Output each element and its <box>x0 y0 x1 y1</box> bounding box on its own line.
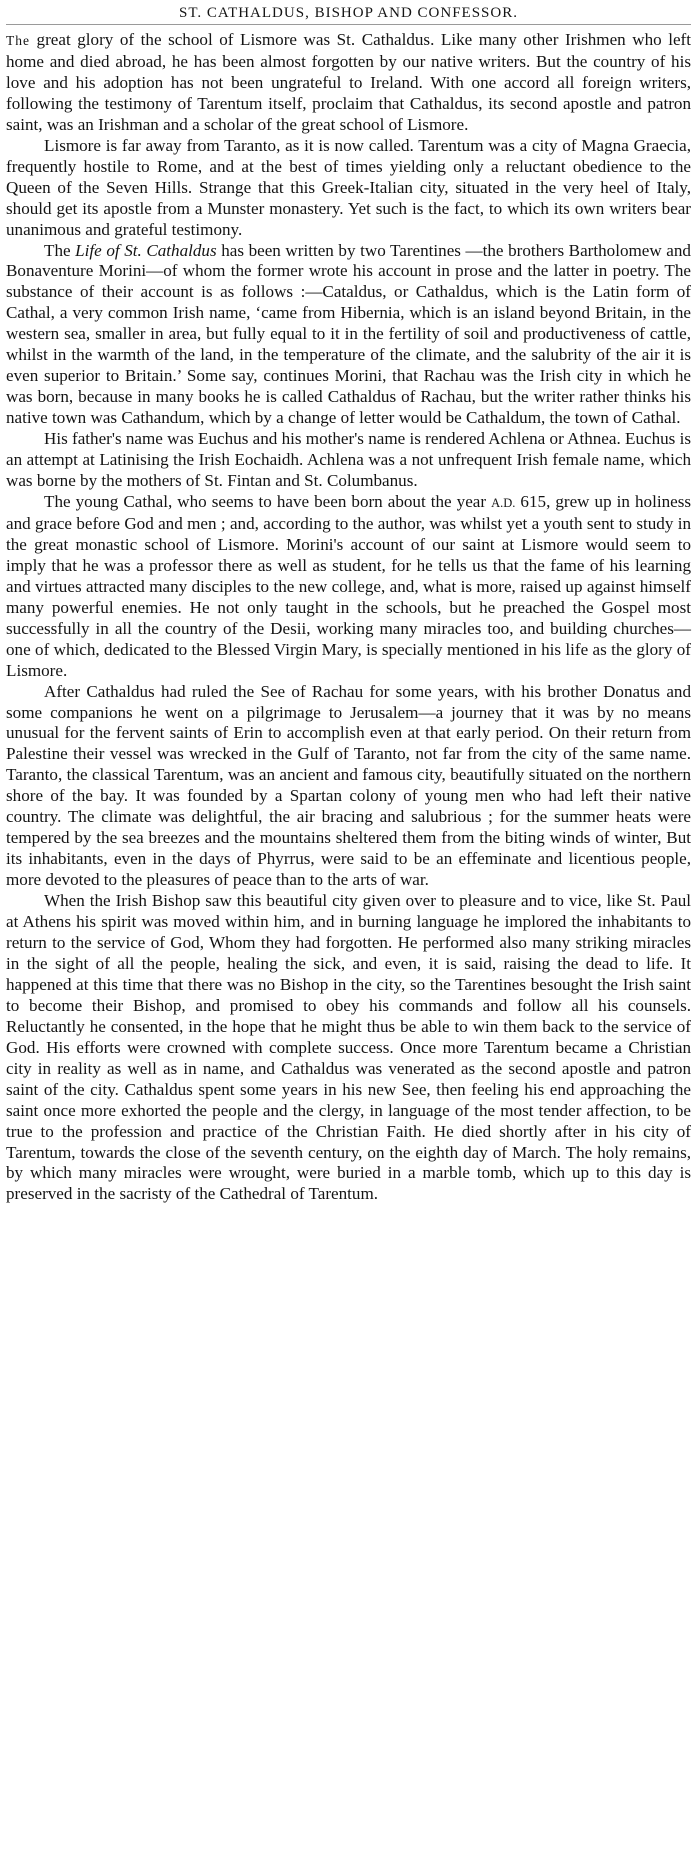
paragraph-5-pre: The young Cathal, who seems to have been born about the year <box>44 491 492 511</box>
paragraph-3-pre: The <box>44 240 76 260</box>
paragraph-7: When the Irish Bishop saw this beautiful city given over to pleasure and to vice, like St. Paul at Athens his spirit was moved within him, and in burning language he implored the inhabitants to return to the service of God, Whom they had forgotten. He performed also many striking miracles in the sight of all the people, healing the sick, and even, it is said, raising the dead to life. It happened at this time that there was no Bishop in the city, so the Tarentines besought the Irish saint to become their Bishop, and promised to obey his commands and follow all his counsels. Reluctantly he consented, in the hope that he might thus be able to win them back to the service of God. His efforts were crowned with complete success. Once more Tarentum became a Christian city in reality as well as in name, and Cathaldus was venerated as the second apostle and patron saint of the city. Cathaldus spent some years in his new See, then feeling his end approaching the saint once more exhorted the people and the clergy, in language of the most tender affection, to be true to the profession and practice of the Christian Faith. He died shortly after in his city of Tarentum, towards the close of the seventh century, on the eighth day of March. The holy remains, by which many miracles were wrought, were buried in a marble tomb, which up to this day is preserved in the sacristy of the Cathedral of Tarentum. <box>6 891 691 1204</box>
paragraph-1-lead-word: The <box>6 33 30 48</box>
page-heading: ST. CATHALDUS, BISHOP AND CONFESSOR. <box>6 2 691 25</box>
article-body <box>6 30 691 1205</box>
paragraph-3-post: has been written by two Tarentines —the brothers Bartholomew and Bonaventure Morini—of whom the former wrote his account in prose and the latter in poetry. The substance of their account is as follows :—Cataldus, or Cathaldus, which is the Latin form of Cathal, a very common Irish name, ‘came from Hibernia, which is an island beyond Britain, in the western sea, smaller in area, but fully equal to it in the fertility of soil and productiveness of cattle, whilst in the warmth of the land, in the temperature of the climate, and the salubrity of the air it is even superior to Britain.’ Some say, continues Morini, that Rachau was the Irish city in which he was born, because in many books he is called Cathaldus of Rachau, but the writer rather thinks his native town was Cathandum, which by a change of letter would be Cathaldum, the town of Cathal. <box>6 240 691 428</box>
paragraph-3 <box>6 241 691 430</box>
paragraph-4: His father's name was Euchus and his mother's name is rendered Achlena or Athnea. Euchus is an attempt at Latinising the Irish Eochaidh. Achlena was a not unfrequent Irish female name, which was borne by the mothers of St. Fintan and St. Columbanus. <box>6 429 691 491</box>
era-label: A.D. <box>491 495 516 510</box>
paragraph-5-post: 615, grew up in holiness and grace before God and men ; and, according to the author, was whilst yet a youth sent to study in the great monastic school of Lismore. Morini's account of our saint at Lismore would seem to imply that he was a professor there as well as student, for he tells us that the fame of his learning and virtues attracted many disciples to the new college, and, what is more, raised up against himself many powerful enemies. He not only taught in the schools, but he preached the Gospel most successfully in all the country of the Desii, working many miracles too, and building churches—one of which, dedicated to the Blessed Virgin Mary, is specially mentioned in his life as the glory of Lismore. <box>6 491 692 680</box>
paragraph-2: Lismore is far away from Taranto, as it is now called. Tarentum was a city of Magna Graecia, frequently hostile to Rome, and at the best of times yielding only a reluctant obedience to the Queen of the Seven Hills. Strange that this Greek-Italian city, situated in the very heel of Italy, should get its apostle from a Munster monastery. Yet such is the fact, to which its own writers bear unanimous and grateful testimony. <box>6 135 691 239</box>
book-title: Life of St. Cathaldus <box>75 240 217 260</box>
paragraph-1 <box>6 30 691 136</box>
paragraph-5 <box>6 492 691 682</box>
paragraph-6: After Cathaldus had ruled the See of Rachau for some years, with his brother Donatus and some companions he went on a pilgrimage to Jerusalem—a journey that it was by no means unusual for the fervent saints of Erin to accomplish even at that early period. On their return from Palestine their vessel was wrecked in the Gulf of Taranto, not far from the city of the same name. Taranto, the classical Tarentum, was an ancient and famous city, beautifully situated on the northern shore of the bay. It was founded by a Spartan colony of young men who had left their native country. The climate was delightful, the air bracing and salubrious ; for the summer heats were tempered by the sea breezes and the mountains sheltered them from the biting winds of winter, But its inhabitants, even in the days of Phyrrus, were said to be an effeminate and licentious people, more devoted to the pleasures of peace than to the arts of war. <box>6 681 691 890</box>
paragraph-1-text: great glory of the school of Lismore was St. Cathaldus. Like many other Irishmen who left home and died abroad, he has been almost forgotten by our native writers. But the country of his love and his adoption has not been ungrateful to Ireland. With one accord all foreign writers, following the testimony of Tarentum itself, proclaim that Cathaldus, its second apostle and patron saint, was an Irishman and a scholar of the great school of Lismore. <box>6 30 691 134</box>
